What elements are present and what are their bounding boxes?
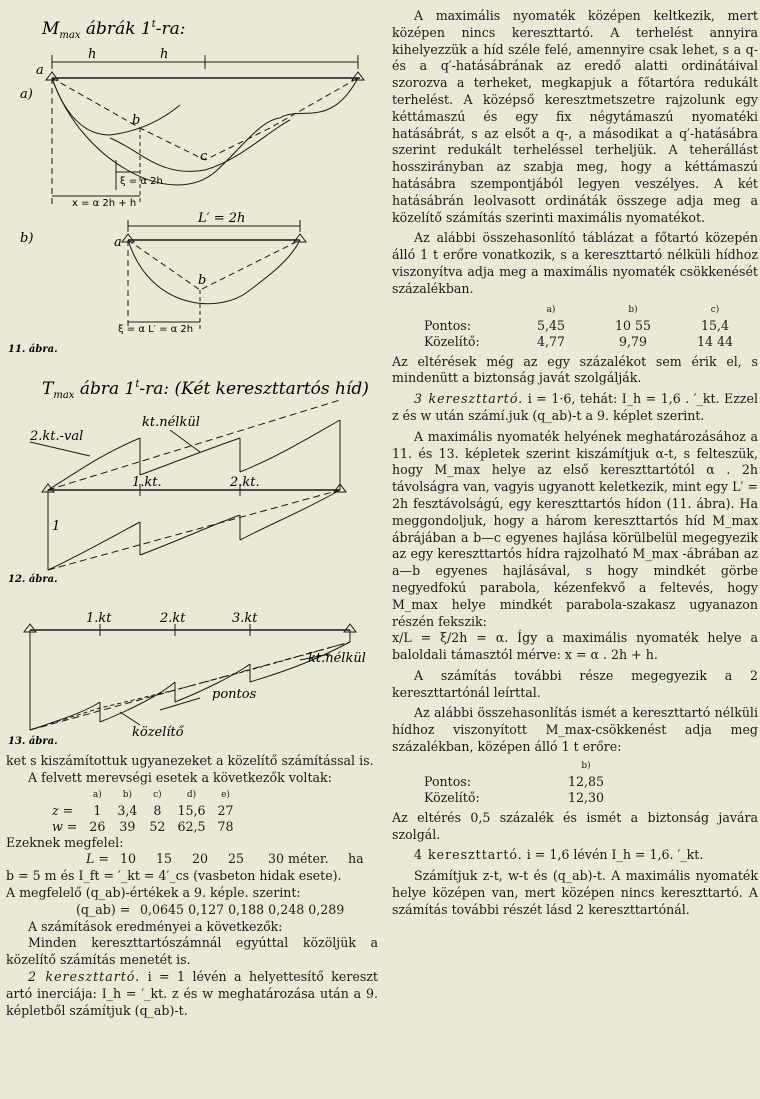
left-p5: A megfelelő (q_ab)-értékek a 9. képle. szerint:: [6, 884, 301, 900]
fig13-label-pontos: pontos: [212, 687, 257, 702]
t2-cell: 12,85: [567, 773, 605, 789]
left-p4: b = 5 m és I_ft = ′_kt = 4′_cs (vasbeton hidak esete).: [6, 868, 342, 884]
fig12-label-one: 1: [52, 519, 61, 534]
L-row: [86, 851, 378, 868]
t1-cell: 15,4: [700, 317, 730, 333]
L-value: 30 méter.: [268, 851, 329, 867]
L-value: 20: [192, 851, 209, 867]
right-p3: Az eltérések még az egy százalékot sem érik el, s mindenütt a biztonság javát szolgálják.: [392, 353, 758, 386]
fig11-label-a2: a: [114, 235, 122, 250]
left-p8: [6, 969, 378, 1019]
t2-row-label: Pontos:: [424, 773, 472, 789]
L-value: 25: [228, 851, 245, 867]
left-text: [6, 753, 378, 1019]
right-p4-body: i = 1·6, tehát: I_h = 1,6 . ′_kt. Ezzel z és w után számí.juk (q_ab)-t a 9. képlet szerint.: [392, 391, 758, 423]
t2-row-label: Közelítő:: [424, 789, 480, 805]
fig12-label-kt-nelkul: kt.nélkül: [142, 415, 200, 430]
case-head-a: a): [92, 789, 102, 800]
fig11-part-b: b): [20, 231, 34, 246]
t1-head-c: c): [710, 304, 720, 315]
L-label: L =: [86, 851, 109, 867]
left-p6: A számítások eredményei a következők:: [28, 918, 283, 934]
right-p5: A maximális nyomaték helyének meghatározásához a 11. és 13. képletek szerint kiszámítjuk α-t, s felteszük, hogy M_max helye az első kereszttartótól α . 2h távolságra van, vagyis ugyanott keletkezik, mint egy L′ = 2h fesztávolságú, egy kereszttartós hídon (11. ábra). Ha meggondoljuk, hogy a három kereszttartós híd M_max ábrájában a b—c egyenes hajlása körülbelül megegyezik az egy kereszttartós hídra rajzolható M_max -ábrában az a—b egyenes hajlásával, s hogy mindkét görbe negyedfokú parabola, kézenfekvő a feltevés, hogy M_max helye mindkét parabola-szakasz ugyanazon részén fekszik:: [392, 428, 758, 629]
fig13-label-kt1: 1.kt: [86, 611, 112, 626]
q-label: (q_ab) =: [76, 901, 131, 917]
figure-12: [0, 360, 385, 590]
fig11-label-b2: b: [198, 273, 207, 288]
right-formula: x/L = ξ/2h = α. Így a maximális nyomaték helye a baloldali támasztól mérve: x = α . 2h + h.: [392, 630, 758, 663]
z-label: z =: [52, 802, 74, 818]
fig11-caption: 11. ábra.: [8, 344, 58, 355]
right-column: [392, 8, 758, 919]
right-p4-head: 3 kereszttartó.: [414, 391, 524, 407]
t2-cell: 12,30: [567, 789, 605, 805]
fig12-caption: 12. ábra.: [8, 574, 58, 585]
right-p9: [392, 847, 758, 864]
q-row: [76, 902, 378, 919]
L-value: 10: [120, 851, 137, 867]
w-value: 52: [149, 818, 166, 834]
q-values: 0,0645 0,127 0,188 0,248 0,289: [140, 901, 345, 917]
right-p9-body: i = 1,6 lévén I_h = 1,6. ′_kt.: [526, 847, 704, 863]
t1-cell: 10 55: [614, 317, 652, 333]
fig11-title: $M_{max}$ ábrák 1$^t$-ra:: [42, 19, 186, 41]
table-row: [418, 774, 622, 790]
fig13-label-kt2: 2.kt: [160, 611, 186, 626]
cases-table: [46, 787, 240, 835]
fig11-label-c: c: [200, 149, 208, 164]
t1-row-label: Közelítő:: [424, 333, 480, 349]
z-value: 1: [93, 802, 102, 818]
left-p8-head: 2 kereszttartó.: [28, 968, 141, 984]
fig11-part-a: a): [20, 87, 33, 102]
z-value: 15,6: [177, 802, 206, 818]
right-p2: Az alábbi összehasonlító táblázat a főtartó közepén álló 1 t erőre vonatkozik, s a kereszttartó nélküli hídhoz viszonyítva adja meg a maximális nyomaték csökkenését százalékban.: [392, 230, 758, 296]
figure-11: [0, 0, 385, 360]
t1-cell: 5,45: [536, 317, 566, 333]
t1-cell: 4,77: [536, 333, 566, 349]
fig11-label-b: b: [132, 113, 141, 128]
t2-head-b: b): [581, 760, 591, 771]
fig11-label-a: a: [36, 63, 44, 78]
fig13-label-kozelito: közelítő: [132, 725, 184, 740]
fig12-title: $T_{max}$ ábra 1$^t$-ra: (Két kereszttartós híd): [42, 379, 369, 401]
right-p8: Az eltérés 0,5 százalék és ismét a biztonság javára szolgál.: [392, 809, 758, 842]
w-value: 39: [119, 818, 136, 834]
figure-13: [0, 590, 385, 750]
table-row: [418, 790, 622, 806]
z-value: 8: [153, 802, 162, 818]
case-head-b: b): [122, 789, 133, 800]
case-head-d: d): [186, 789, 197, 800]
t1-head-a: a): [546, 304, 556, 315]
L-tail: ha: [348, 851, 364, 867]
right-p10: Számítjuk z-t, w-t és (q_ab)-t. A maximális nyomaték helye középen van, mert középen nincs kereszttartó. A számítás további részét lásd 2 kereszttartónál.: [392, 868, 758, 917]
table-row: [418, 318, 756, 334]
right-p6: A számítás további része megegyezik a 2 kereszttartónál leírttal.: [392, 667, 758, 700]
fig12-label-kt1: 1.kt.: [132, 475, 162, 490]
case-head-c: c): [153, 789, 162, 800]
left-p1: ket s kiszámítottuk ugyanezeket a közelítő számítással is.: [6, 753, 374, 768]
fig12-label-kt2: 2.kt.: [230, 475, 260, 490]
table-row: [418, 334, 756, 350]
right-p9-head: 4 kereszttartó.: [414, 847, 523, 863]
z-value: 27: [217, 802, 234, 818]
right-p1: A maximális nyomaték középen keltkezik, mert középen nincs kereszttartó. A terhelést annyira kihelyezzük a híd széle felé, amennyire csak lehet, s a q- és a q′-hatásábrának az eredő alatti ordinátáival szorozva a terheket, megkapjuk a főtartóra redukált terhelést. A középső keresztmetszetre rajzolunk egy kéttámaszú és egy fix négytámaszú nyomatéki hatásábrát, s az elsőt a q-, a másodikat a q′-hatásábra szerint redukált terheléssel terheljük. A teherállást hosszirányban az szabja meg, hogy a kéttámaszú hatásábra szempontjából legyen veszélyes. A két hatásábrán leolvasott ordináták összege adja meg a közelítő számítás szerinti maximális nyomatékot.: [392, 8, 758, 225]
left-p3: Ezeknek megfelel:: [6, 834, 124, 850]
w-value: 78: [217, 818, 234, 834]
t1-head-b: b): [628, 304, 638, 315]
w-value: 62,5: [177, 818, 206, 834]
case-head-e: e): [221, 789, 230, 800]
z-value: 3,4: [117, 802, 138, 818]
t1-cell: 14 44: [696, 333, 734, 349]
fig11-label-L: L′ = 2h: [198, 211, 246, 226]
fig11-label-xi: ξ = α 2h: [120, 176, 163, 187]
comparison-table-1: [418, 302, 756, 350]
fig11-label-x: x = α 2h + h: [72, 198, 137, 209]
t1-cell: 9,79: [618, 333, 648, 349]
fig13-label-kt-nelkul: kt.nélkül: [308, 651, 366, 666]
fig11-label-h2: h: [160, 47, 169, 62]
fig13-label-kt3: 3.kt: [232, 611, 258, 626]
left-p8-body: i = 1 lévén a helyettesítő kereszt artó inerciája: I_h = ′_kt. z és w meghatározása után a 9. képletből számítjuk (q_ab)-t.: [6, 968, 378, 1018]
fig12-label-kt-val: 2.kt.-val: [30, 429, 84, 444]
comparison-table-2: [418, 758, 622, 806]
right-p7: Az alábbi összehasonlítás ismét a kereszttartó nélküli hídhoz viszonyított M_max-csökkenést adja meg százalékban, középen álló 1 t erőre:: [392, 705, 758, 755]
right-p4: [392, 391, 758, 425]
fig13-caption: 13. ábra.: [8, 736, 58, 747]
w-label: w =: [52, 818, 78, 834]
fig11-label-h1: h: [88, 47, 97, 62]
left-p2: A felvett merevségi esetek a következők voltak:: [28, 769, 332, 785]
fig11-label-xi2: ξ = α L′ = α 2h: [118, 324, 194, 335]
L-value: 15: [156, 851, 173, 867]
t1-row-label: Pontos:: [424, 317, 472, 333]
w-value: 26: [89, 818, 106, 834]
left-p7: Minden kereszttartószámnál egyúttal közöljük a közelítő számítás menetét is.: [6, 935, 378, 968]
